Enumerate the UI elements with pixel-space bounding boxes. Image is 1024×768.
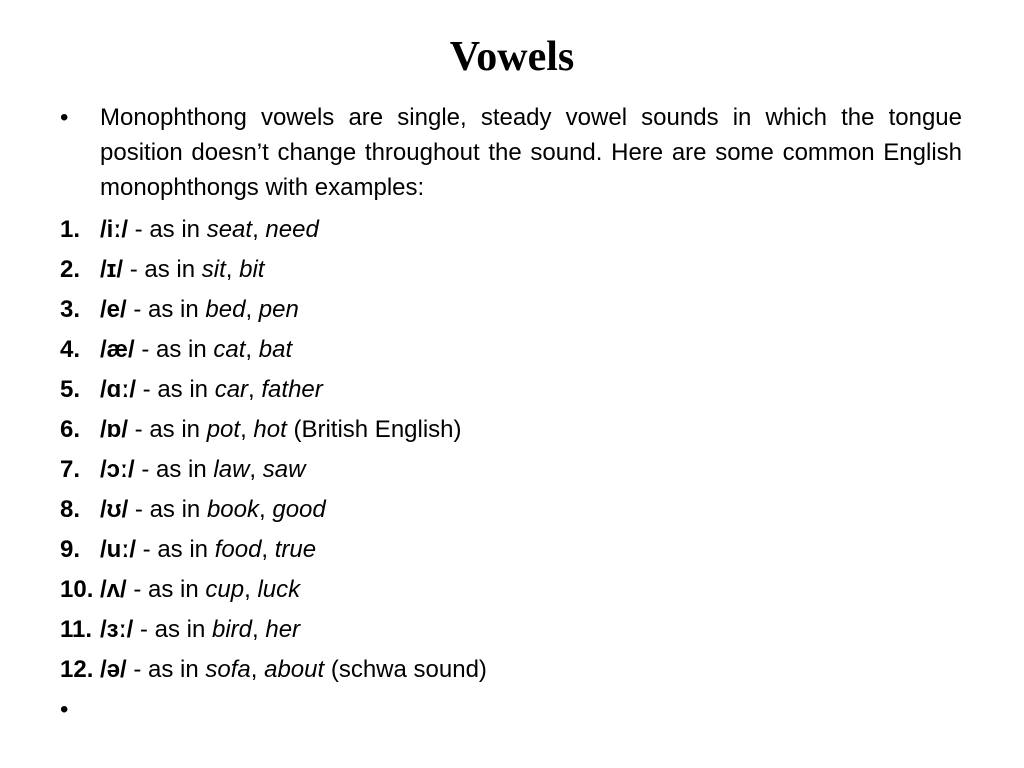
- item-comma: ,: [225, 256, 240, 283]
- example-word: bed: [205, 296, 246, 323]
- example-word: car: [214, 376, 249, 403]
- item-number: 10.: [60, 576, 94, 603]
- item-separator: - as in: [126, 656, 206, 683]
- list-item: [60, 290, 962, 330]
- item-number: 4.: [60, 336, 81, 363]
- item-separator: - as in: [128, 416, 207, 443]
- ipa-symbol: /iː/: [100, 216, 128, 243]
- example-word: saw: [262, 456, 306, 483]
- slide-body: [60, 100, 962, 730]
- ipa-symbol: /ɜː/: [100, 616, 134, 643]
- ipa-symbol: /uː/: [100, 536, 136, 563]
- item-number: 6.: [60, 416, 81, 443]
- list-item: [60, 370, 962, 410]
- bullet-icon: •: [60, 696, 69, 723]
- item-comma: ,: [245, 296, 259, 323]
- item-separator: - as in: [134, 336, 214, 363]
- list-item: [60, 410, 962, 450]
- item-number: 5.: [60, 376, 81, 403]
- example-word: true: [274, 536, 317, 563]
- item-number: 12.: [60, 656, 94, 683]
- list-item: [60, 450, 962, 490]
- example-word: bat: [258, 336, 293, 363]
- ipa-symbol: /ʌ/: [100, 576, 127, 603]
- item-note: (schwa sound): [324, 656, 487, 683]
- list-item: [60, 490, 962, 530]
- item-comma: ,: [252, 216, 266, 243]
- ipa-symbol: /ə/: [100, 656, 127, 683]
- item-comma: ,: [250, 656, 265, 683]
- item-comma: ,: [248, 376, 262, 403]
- item-comma: ,: [245, 336, 259, 363]
- example-word: bird: [211, 616, 252, 643]
- example-word: bit: [239, 256, 265, 283]
- item-comma: ,: [249, 456, 263, 483]
- item-separator: - as in: [126, 296, 206, 323]
- example-word: need: [265, 216, 319, 243]
- item-separator: - as in: [123, 256, 202, 283]
- item-comma: ,: [244, 576, 258, 603]
- example-word: law: [213, 456, 250, 483]
- item-number: 7.: [60, 456, 81, 483]
- item-number: 9.: [60, 536, 81, 563]
- example-word: father: [261, 376, 323, 403]
- item-number: 1.: [60, 216, 81, 243]
- example-word: seat: [206, 216, 253, 243]
- ipa-symbol: /ʊ/: [100, 496, 129, 523]
- item-comma: ,: [252, 616, 266, 643]
- list-item: [60, 530, 962, 570]
- item-number: 11.: [60, 616, 93, 643]
- intro-bullet: [60, 100, 962, 205]
- ipa-symbol: /æ/: [100, 336, 135, 363]
- item-separator: - as in: [128, 496, 207, 523]
- item-separator: - as in: [133, 616, 212, 643]
- item-separator: - as in: [136, 376, 215, 403]
- item-separator: - as in: [134, 456, 214, 483]
- bullet-icon: •: [60, 104, 69, 131]
- item-comma: ,: [261, 536, 275, 563]
- example-word: sofa: [205, 656, 251, 683]
- ipa-symbol: /ɑː/: [100, 376, 136, 403]
- ipa-symbol: /ɒ/: [100, 416, 128, 443]
- example-word: her: [265, 616, 301, 643]
- item-separator: - as in: [126, 576, 206, 603]
- ipa-symbol: /ɔː/: [100, 456, 135, 483]
- list-item: [60, 250, 962, 290]
- empty-bullet: [60, 690, 962, 730]
- example-word: cat: [213, 336, 246, 363]
- example-word: cup: [205, 576, 245, 603]
- example-word: pot: [206, 416, 241, 443]
- item-separator: - as in: [128, 216, 207, 243]
- item-comma: ,: [259, 496, 273, 523]
- vowel-list: [60, 210, 962, 690]
- example-word: hot: [253, 416, 287, 443]
- example-word: about: [264, 656, 325, 683]
- list-item: [60, 610, 962, 650]
- item-separator: - as in: [136, 536, 215, 563]
- example-word: good: [272, 496, 326, 523]
- example-word: book: [206, 496, 259, 523]
- example-word: food: [214, 536, 262, 563]
- item-number: 2.: [60, 256, 81, 283]
- list-item: [60, 330, 962, 370]
- list-item: [60, 650, 962, 690]
- ipa-symbol: /ɪ/: [100, 256, 124, 283]
- example-word: sit: [201, 256, 226, 283]
- item-number: 8.: [60, 496, 81, 523]
- intro-text: Monophthong vowels are single, steady vowel sounds in which the tongue position doesn’t change throughout the sound. Here are some common English monophthongs with examples:: [100, 104, 962, 201]
- slide-title: Vowels: [449, 34, 575, 80]
- example-word: luck: [257, 576, 301, 603]
- list-item: [60, 210, 962, 250]
- list-item: [60, 570, 962, 610]
- ipa-symbol: /e/: [100, 296, 127, 323]
- item-note: (British English): [286, 416, 462, 443]
- example-word: pen: [258, 296, 299, 323]
- item-number: 3.: [60, 296, 81, 323]
- item-comma: ,: [240, 416, 254, 443]
